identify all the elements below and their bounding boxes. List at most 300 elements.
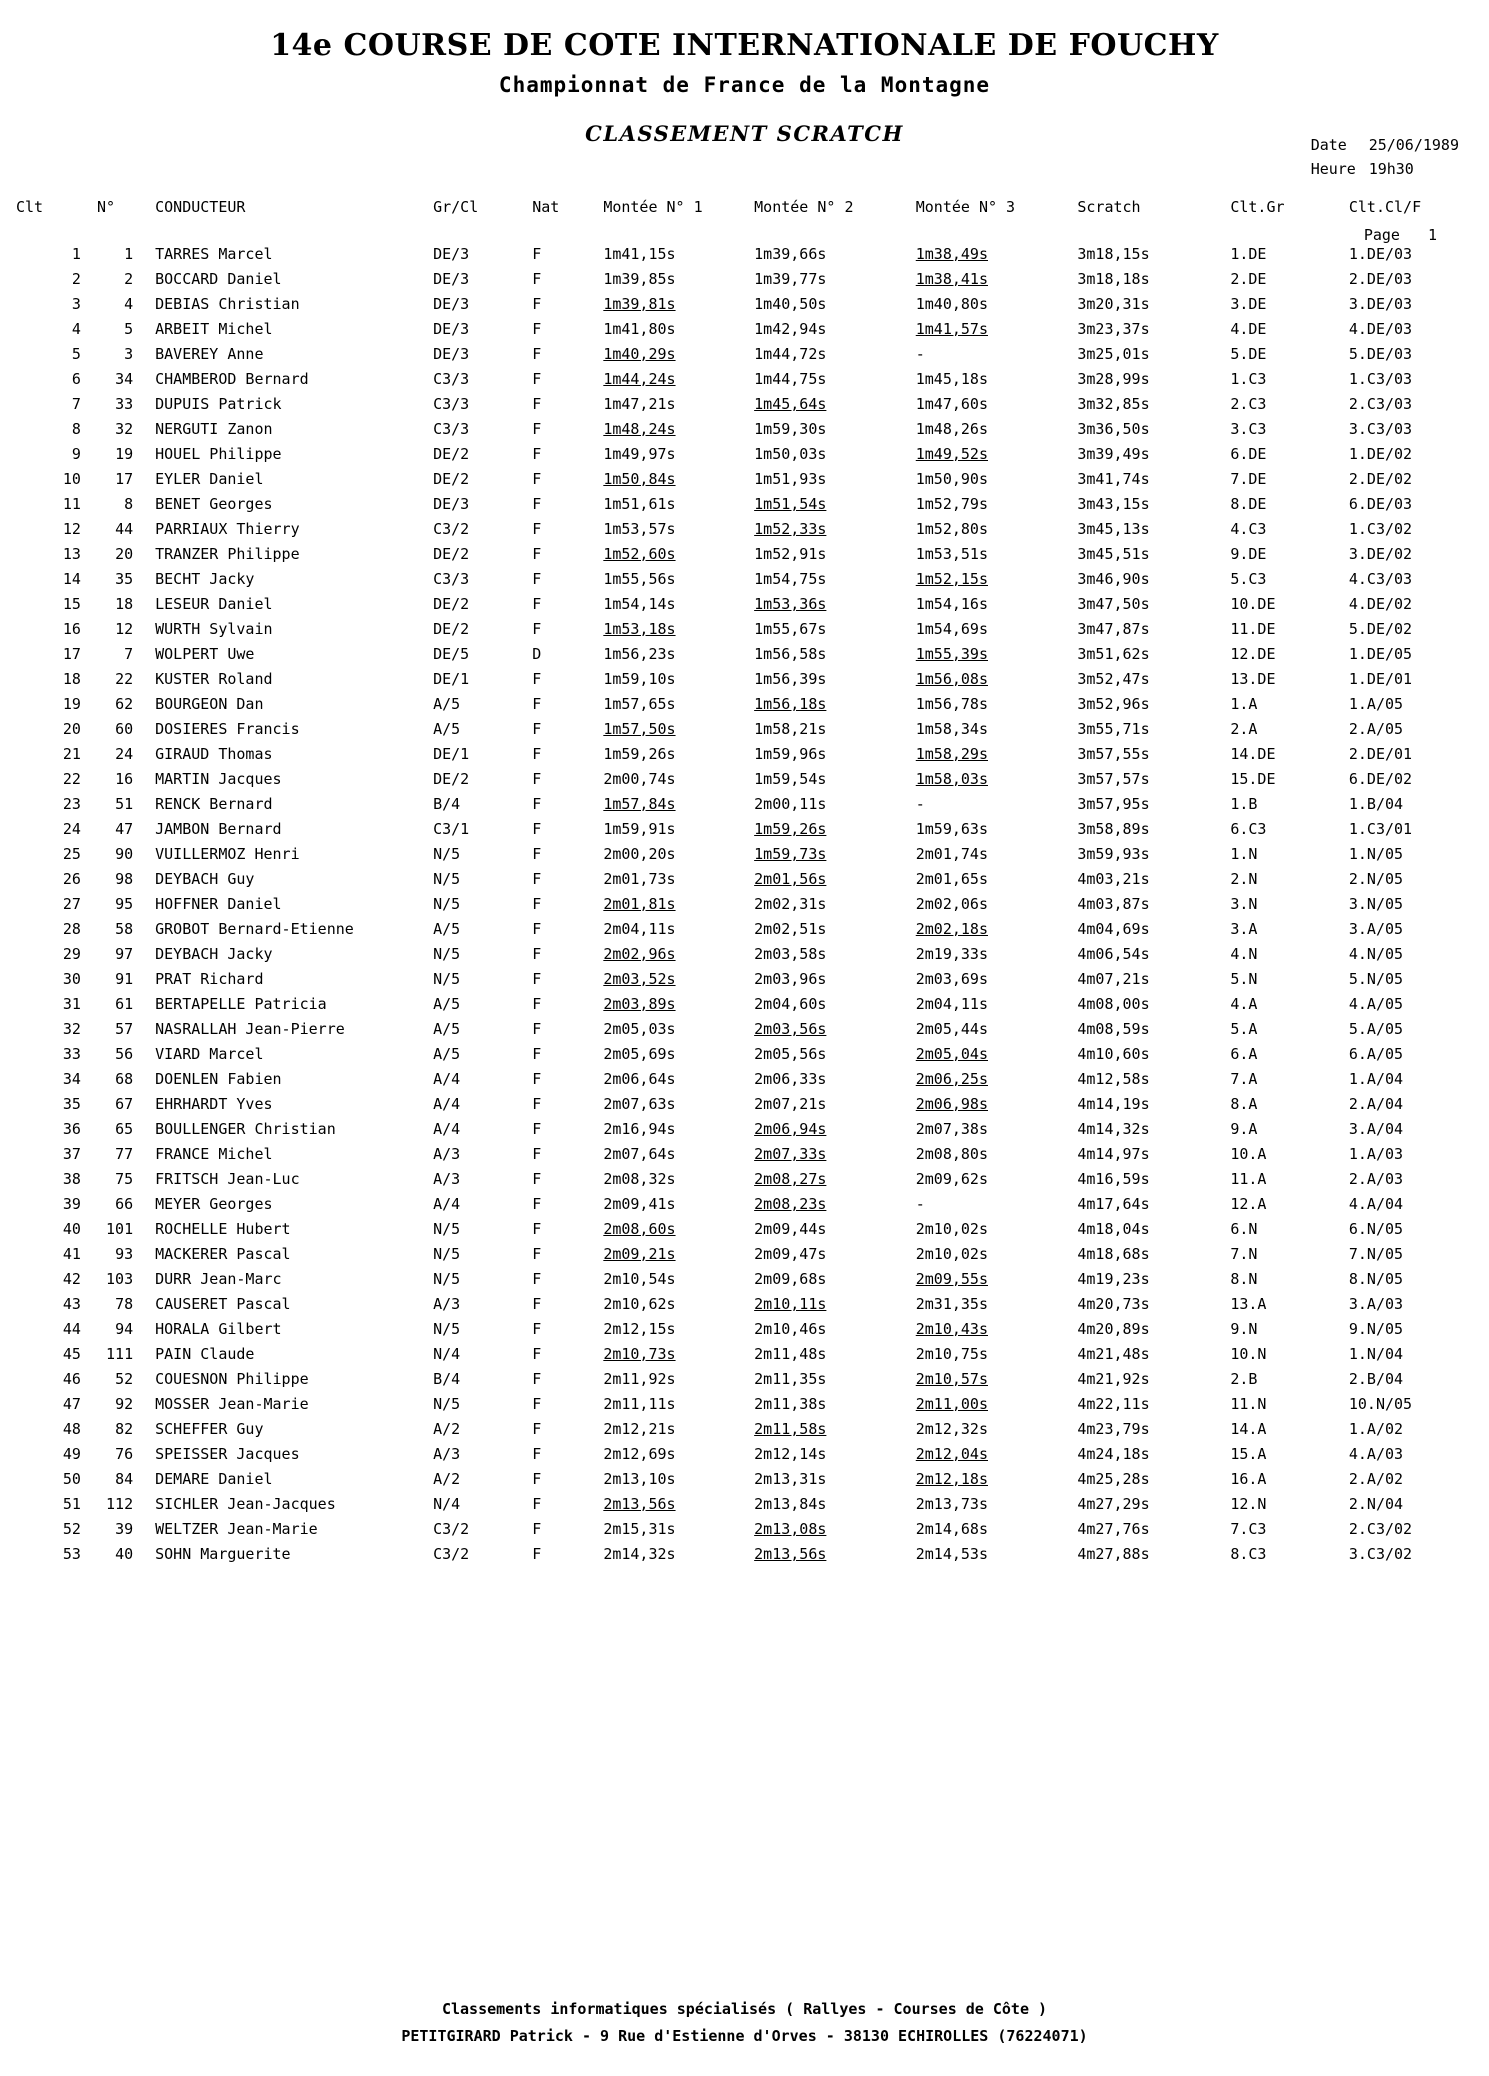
cell-montee-3: 2m14,53s — [915, 1545, 988, 1563]
cell-clt-cl-f: 5.DE/03 — [1348, 345, 1413, 363]
cell-grcl: C3/3 — [433, 395, 470, 413]
cell-clt-cl-f: 2.DE/01 — [1348, 745, 1413, 763]
cell-clt: 19 — [62, 695, 81, 713]
cell-clt: 44 — [62, 1320, 81, 1338]
cell-nat: F — [532, 320, 542, 338]
cell-clt-cl-f: 1.A/02 — [1348, 1420, 1404, 1438]
cell-conducteur: TRANZER Philippe — [155, 545, 300, 563]
cell-nat: F — [532, 1195, 542, 1213]
cell-clt: 15 — [62, 595, 81, 613]
cell-scratch: 3m52,47s — [1077, 670, 1150, 688]
cell-nat: F — [532, 345, 542, 363]
cell-conducteur: NASRALLAH Jean-Pierre — [155, 1020, 345, 1038]
cell-nat: F — [532, 1120, 542, 1138]
cell-montee-3 — [916, 1092, 1078, 1117]
cell-scratch: 3m39,49s — [1077, 445, 1150, 463]
cell-montee-3 — [916, 242, 1078, 267]
cell-grcl: DE/3 — [433, 345, 470, 363]
cell-montee-2: 2m03,58s — [754, 945, 827, 963]
cell-montee-2: 1m55,67s — [754, 620, 827, 638]
cell-clt: 13 — [62, 545, 81, 563]
cell-number: 62 — [115, 695, 134, 713]
cell-montee-2 — [754, 492, 916, 517]
cell-clt: 9 — [71, 445, 81, 463]
cell-number: 98 — [115, 870, 134, 888]
cell-number: 20 — [115, 545, 134, 563]
page-title: 14e COURSE DE COTE INTERNATIONALE DE FOUCHY — [270, 28, 1219, 63]
cell-grcl: A/2 — [433, 1470, 461, 1488]
cell-scratch: 4m03,87s — [1077, 895, 1150, 913]
cell-number: 76 — [115, 1445, 134, 1463]
cell-scratch: 4m14,32s — [1077, 1120, 1150, 1138]
cell-grcl: C3/2 — [433, 1520, 470, 1538]
cell-montee-1: 1m54,14s — [603, 595, 676, 613]
cell-number: 57 — [115, 1020, 134, 1038]
cell-number: 52 — [115, 1370, 134, 1388]
cell-scratch: 4m27,29s — [1077, 1495, 1150, 1513]
cell-montee-1: 2m08,32s — [603, 1170, 676, 1188]
cell-nat: F — [532, 1395, 542, 1413]
cell-clt-cl-f: 1.DE/02 — [1348, 445, 1413, 463]
cell-nat: F — [532, 1370, 542, 1388]
cell-nat: F — [532, 470, 542, 488]
cell-clt-cl-f: 4.C3/03 — [1348, 570, 1413, 588]
cell-clt: 3 — [71, 295, 81, 313]
cell-conducteur: BENET Georges — [155, 495, 273, 513]
cell-montee-1 — [603, 342, 754, 367]
cell-montee-1: 2m14,32s — [603, 1545, 676, 1563]
results-table — [0, 198, 1489, 1567]
cell-scratch: 4m14,97s — [1077, 1145, 1150, 1163]
cell-montee-2: 1m54,75s — [754, 570, 827, 588]
cell-scratch: 3m20,31s — [1077, 295, 1150, 313]
best-time: 2m05,04s — [915, 1045, 988, 1063]
cell-clt: 50 — [62, 1470, 81, 1488]
cell-nat: F — [532, 620, 542, 638]
cell-clt: 32 — [62, 1020, 81, 1038]
best-time: 2m10,73s — [603, 1345, 676, 1363]
table-row — [0, 642, 1489, 667]
date-line — [1311, 133, 1459, 157]
cell-montee-3 — [916, 1467, 1078, 1492]
cell-number: 56 — [115, 1045, 134, 1063]
cell-clt: 37 — [62, 1145, 81, 1163]
col-grcl: Gr/Cl — [433, 198, 479, 216]
cell-clt-gr: 15.DE — [1230, 770, 1276, 788]
table-row — [0, 492, 1489, 517]
cell-clt-gr: 5.N — [1230, 970, 1258, 988]
cell-montee-2 — [754, 1192, 916, 1217]
cell-grcl: N/5 — [433, 1395, 461, 1413]
cell-montee-1: 2m00,74s — [603, 770, 676, 788]
cell-clt: 30 — [62, 970, 81, 988]
cell-clt-gr: 1.N — [1230, 845, 1258, 863]
cell-conducteur: TARRES Marcel — [155, 245, 273, 263]
cell-montee-3 — [916, 667, 1078, 692]
cell-montee-3: 1m48,26s — [915, 420, 988, 438]
heure-line — [1311, 157, 1459, 181]
best-time: 2m03,89s — [603, 995, 676, 1013]
cell-clt: 21 — [62, 745, 81, 763]
cell-montee-3: 1m53,51s — [915, 545, 988, 563]
best-time: 2m12,04s — [915, 1445, 988, 1463]
cell-clt: 41 — [62, 1245, 81, 1263]
cell-scratch: 3m46,90s — [1077, 570, 1150, 588]
cell-nat: D — [532, 645, 542, 663]
cell-montee-3 — [916, 1317, 1078, 1342]
footer-line-2: PETITGIRARD Patrick - 9 Rue d'Estienne d'Orves - 38130 ECHIROLLES (76224071) — [401, 2027, 1088, 2045]
cell-grcl: A/4 — [433, 1095, 461, 1113]
table-row — [0, 1167, 1489, 1192]
cell-clt: 17 — [62, 645, 81, 663]
cell-clt-gr: 5.A — [1230, 1020, 1258, 1038]
cell-clt: 2 — [71, 270, 81, 288]
cell-number: 93 — [115, 1245, 134, 1263]
cell-clt-gr: 2.DE — [1230, 270, 1267, 288]
cell-nat: F — [532, 1420, 542, 1438]
best-time: 1m52,33s — [754, 520, 827, 538]
cell-grcl: B/4 — [433, 1370, 461, 1388]
cell-number: 2 — [124, 270, 134, 288]
cell-grcl: N/5 — [433, 1220, 461, 1238]
cell-clt-gr: 14.DE — [1230, 745, 1276, 763]
cell-grcl: C3/3 — [433, 420, 470, 438]
cell-montee-3: 1m59,63s — [915, 820, 988, 838]
cell-montee-3: 2m02,06s — [915, 895, 988, 913]
cell-conducteur: RENCK Bernard — [155, 795, 273, 813]
cell-clt-gr: 3.C3 — [1230, 420, 1267, 438]
cell-scratch: 4m20,73s — [1077, 1295, 1150, 1313]
cell-clt: 47 — [62, 1395, 81, 1413]
cell-clt-cl-f: 3.N/05 — [1348, 895, 1404, 913]
cell-clt: 46 — [62, 1370, 81, 1388]
cell-grcl: DE/3 — [433, 270, 470, 288]
table-row — [0, 892, 1489, 917]
cell-number: 51 — [115, 795, 134, 813]
cell-montee-1: 2m01,73s — [603, 870, 676, 888]
col-montee-3: Montée N° 3 — [915, 198, 1016, 216]
cell-clt-gr: 7.N — [1230, 1245, 1258, 1263]
cell-number: 4 — [124, 295, 134, 313]
cell-conducteur: GROBOT Bernard-Etienne — [155, 920, 354, 938]
cell-montee-3: 1m52,79s — [915, 495, 988, 513]
cell-scratch: 4m12,58s — [1077, 1070, 1150, 1088]
cell-montee-3: 1m56,78s — [915, 695, 988, 713]
cell-scratch: 4m21,48s — [1077, 1345, 1150, 1363]
table-row — [0, 992, 1489, 1017]
table-row — [0, 592, 1489, 617]
cell-clt: 38 — [62, 1170, 81, 1188]
cell-clt: 10 — [62, 470, 81, 488]
cell-clt: 45 — [62, 1345, 81, 1363]
cell-clt-cl-f: 2.C3/03 — [1348, 395, 1413, 413]
cell-conducteur: PRAT Richard — [155, 970, 264, 988]
cell-clt-cl-f: 1.A/03 — [1348, 1145, 1404, 1163]
col-clt-cl-f: Clt.Cl/F — [1348, 198, 1422, 216]
cell-number: 97 — [115, 945, 134, 963]
cell-grcl: B/4 — [433, 795, 461, 813]
cell-clt-cl-f: 2.A/05 — [1348, 720, 1404, 738]
cell-clt: 39 — [62, 1195, 81, 1213]
cell-clt-cl-f: 1.A/05 — [1348, 695, 1404, 713]
cell-grcl: N/5 — [433, 845, 461, 863]
cell-nat: F — [532, 945, 542, 963]
cell-montee-3: 2m31,35s — [915, 1295, 988, 1313]
cell-scratch: 3m57,57s — [1077, 770, 1150, 788]
col-scratch: Scratch — [1077, 198, 1141, 216]
cell-grcl: C3/1 — [433, 820, 470, 838]
cell-montee-1: 1m49,97s — [603, 445, 676, 463]
cell-montee-1 — [603, 892, 754, 917]
cell-clt-cl-f: 2.C3/02 — [1348, 1520, 1413, 1538]
cell-montee-2: 1m39,77s — [754, 270, 827, 288]
cell-clt: 27 — [62, 895, 81, 913]
cell-scratch: 3m55,71s — [1077, 720, 1150, 738]
cell-clt-cl-f: 3.A/05 — [1348, 920, 1404, 938]
cell-scratch: 3m51,62s — [1077, 645, 1150, 663]
cell-conducteur: WURTH Sylvain — [155, 620, 273, 638]
cell-montee-3 — [916, 917, 1078, 942]
cell-montee-3: 1m54,69s — [915, 620, 988, 638]
cell-nat: F — [532, 1520, 542, 1538]
cell-clt: 28 — [62, 920, 81, 938]
cell-montee-2: 2m05,56s — [754, 1045, 827, 1063]
cell-scratch: 4m17,64s — [1077, 1195, 1150, 1213]
cell-clt-cl-f: 1.N/05 — [1348, 845, 1404, 863]
cell-montee-3: 2m12,32s — [915, 1420, 988, 1438]
cell-montee-2: 2m09,44s — [754, 1220, 827, 1238]
cell-montee-1: 2m10,62s — [603, 1295, 676, 1313]
cell-scratch: 4m08,59s — [1077, 1020, 1150, 1038]
cell-nat: F — [532, 745, 542, 763]
cell-montee-2: 2m07,21s — [754, 1095, 827, 1113]
cell-clt-cl-f: 9.N/05 — [1348, 1320, 1404, 1338]
cell-conducteur: NERGUTI Zanon — [155, 420, 273, 438]
cell-montee-2 — [754, 817, 916, 842]
cell-clt-cl-f: 3.A/04 — [1348, 1120, 1404, 1138]
cell-clt: 18 — [62, 670, 81, 688]
cell-number: 84 — [115, 1470, 134, 1488]
cell-number: 44 — [115, 520, 134, 538]
cell-scratch: 3m28,99s — [1077, 370, 1150, 388]
cell-clt-cl-f: 4.N/05 — [1348, 945, 1404, 963]
best-time: 2m09,21s — [603, 1245, 676, 1263]
cell-montee-2: 2m02,51s — [754, 920, 827, 938]
cell-nat: F — [532, 570, 542, 588]
cell-conducteur: SPEISSER Jacques — [155, 1445, 300, 1463]
cell-nat: F — [532, 1220, 542, 1238]
cell-montee-1: 2m05,03s — [603, 1020, 676, 1038]
cell-montee-1 — [603, 1242, 754, 1267]
table-row — [0, 467, 1489, 492]
cell-montee-2: 1m50,03s — [754, 445, 827, 463]
cell-number: 101 — [106, 1220, 134, 1238]
cell-clt: 29 — [62, 945, 81, 963]
table-row — [0, 617, 1489, 642]
cell-conducteur: WELTZER Jean-Marie — [155, 1520, 318, 1538]
cell-montee-3: 2m03,69s — [915, 970, 988, 988]
cell-montee-2 — [754, 1417, 916, 1442]
cell-clt-cl-f: 4.A/04 — [1348, 1195, 1404, 1213]
cell-montee-2: 2m02,31s — [754, 895, 827, 913]
best-time: 1m55,39s — [915, 645, 988, 663]
cell-montee-1: 2m09,41s — [603, 1195, 676, 1213]
cell-scratch: 3m32,85s — [1077, 395, 1150, 413]
cell-montee-3: - — [915, 345, 925, 363]
table-row — [0, 392, 1489, 417]
cell-clt-gr: 6.A — [1230, 1045, 1258, 1063]
best-time: 2m08,23s — [754, 1195, 827, 1213]
table-row — [0, 1342, 1489, 1367]
best-time: 2m07,33s — [754, 1145, 827, 1163]
cell-number: 61 — [115, 995, 134, 1013]
cell-montee-1: 2m15,31s — [603, 1520, 676, 1538]
cell-nat: F — [532, 1020, 542, 1038]
cell-clt-gr: 6.C3 — [1230, 820, 1267, 838]
best-time: 1m48,24s — [603, 420, 676, 438]
cell-clt-cl-f: 1.DE/03 — [1348, 245, 1413, 263]
cell-conducteur: BOURGEON Dan — [155, 695, 264, 713]
cell-clt: 53 — [62, 1545, 81, 1563]
cell-montee-3 — [916, 1067, 1078, 1092]
cell-montee-1: 1m55,56s — [603, 570, 676, 588]
cell-clt-cl-f: 2.A/02 — [1348, 1470, 1404, 1488]
cell-montee-3 — [916, 1392, 1078, 1417]
cell-grcl: DE/2 — [433, 595, 470, 613]
cell-clt-gr: 12.DE — [1230, 645, 1276, 663]
cell-montee-2 — [754, 692, 916, 717]
cell-nat: F — [532, 445, 542, 463]
cell-montee-3: 2m09,62s — [915, 1170, 988, 1188]
best-time: 2m01,81s — [603, 895, 676, 913]
cell-grcl: A/5 — [433, 995, 461, 1013]
cell-grcl: C3/2 — [433, 1545, 470, 1563]
cell-conducteur: DOSIERES Francis — [155, 720, 300, 738]
cell-scratch: 4m03,21s — [1077, 870, 1150, 888]
table-row — [0, 567, 1489, 592]
cell-clt: 48 — [62, 1420, 81, 1438]
cell-clt-gr: 2.A — [1230, 720, 1258, 738]
cell-number: 1 — [124, 245, 134, 263]
cell-montee-3: 2m10,02s — [915, 1245, 988, 1263]
cell-clt: 34 — [62, 1070, 81, 1088]
cell-clt-cl-f: 2.A/03 — [1348, 1170, 1404, 1188]
cell-nat: F — [532, 1270, 542, 1288]
cell-clt-cl-f: 1.DE/01 — [1348, 670, 1413, 688]
best-time: 1m38,49s — [915, 245, 988, 263]
cell-nat: F — [532, 295, 542, 313]
cell-conducteur: PARRIAUX Thierry — [155, 520, 300, 538]
cell-grcl: N/5 — [433, 1320, 461, 1338]
cell-clt-cl-f: 3.C3/02 — [1348, 1545, 1413, 1563]
cell-montee-1 — [603, 542, 754, 567]
cell-clt-cl-f: 1.C3/03 — [1348, 370, 1413, 388]
cell-clt-gr: 1.DE — [1230, 245, 1267, 263]
cell-montee-2 — [754, 842, 916, 867]
cell-clt-gr: 4.C3 — [1230, 520, 1267, 538]
cell-nat: F — [532, 1295, 542, 1313]
cell-number: 34 — [115, 370, 134, 388]
cell-montee-1: 2m07,63s — [603, 1095, 676, 1113]
cell-scratch: 3m57,55s — [1077, 745, 1150, 763]
cell-clt: 14 — [62, 570, 81, 588]
cell-montee-3: 1m40,80s — [915, 295, 988, 313]
cell-scratch: 4m14,19s — [1077, 1095, 1150, 1113]
cell-clt-cl-f: 10.N/05 — [1348, 1395, 1413, 1413]
table-row — [0, 442, 1489, 467]
cell-clt-cl-f: 6.A/05 — [1348, 1045, 1404, 1063]
cell-grcl: A/3 — [433, 1445, 461, 1463]
cell-montee-3: 2m05,44s — [915, 1020, 988, 1038]
cell-montee-1 — [603, 367, 754, 392]
cell-montee-2: 2m11,38s — [754, 1395, 827, 1413]
cell-clt-cl-f: 1.N/04 — [1348, 1345, 1404, 1363]
cell-clt-cl-f: 5.N/05 — [1348, 970, 1404, 988]
cell-montee-1 — [603, 617, 754, 642]
best-time: 1m59,73s — [754, 845, 827, 863]
cell-montee-1: 1m39,85s — [603, 270, 676, 288]
cell-montee-2: 2m09,47s — [754, 1245, 827, 1263]
table-row — [0, 1117, 1489, 1142]
cell-clt-gr: 6.DE — [1230, 445, 1267, 463]
page-number-line — [1364, 226, 1437, 244]
cell-grcl: C3/3 — [433, 570, 470, 588]
table-row — [0, 1317, 1489, 1342]
cell-scratch: 3m59,93s — [1077, 845, 1150, 863]
cell-scratch: 4m20,89s — [1077, 1320, 1150, 1338]
cell-conducteur: WOLPERT Uwe — [155, 645, 255, 663]
best-time: 1m57,50s — [603, 720, 676, 738]
cell-nat: F — [532, 245, 542, 263]
page-footer — [0, 1996, 1489, 2050]
cell-clt-cl-f: 8.N/05 — [1348, 1270, 1404, 1288]
cell-clt: 31 — [62, 995, 81, 1013]
cell-clt-gr: 11.DE — [1230, 620, 1276, 638]
cell-montee-2 — [754, 1167, 916, 1192]
cell-clt-gr: 12.N — [1230, 1495, 1267, 1513]
cell-clt-gr: 1.A — [1230, 695, 1258, 713]
date-value: 25/06/1989 — [1368, 136, 1459, 154]
cell-clt-cl-f: 1.DE/05 — [1348, 645, 1413, 663]
cell-conducteur: DEMARE Daniel — [155, 1470, 273, 1488]
cell-number: 17 — [115, 470, 134, 488]
cell-clt-gr: 2.B — [1230, 1370, 1258, 1388]
cell-grcl: DE/1 — [433, 745, 470, 763]
cell-montee-2 — [754, 867, 916, 892]
cell-scratch: 3m45,51s — [1077, 545, 1150, 563]
cell-clt-gr: 7.DE — [1230, 470, 1267, 488]
cell-scratch: 4m27,76s — [1077, 1520, 1150, 1538]
cell-clt: 20 — [62, 720, 81, 738]
cell-clt-cl-f: 3.A/03 — [1348, 1295, 1404, 1313]
cell-conducteur: MOSSER Jean-Marie — [155, 1395, 309, 1413]
cell-conducteur: SCHEFFER Guy — [155, 1420, 264, 1438]
cell-scratch: 4m16,59s — [1077, 1170, 1150, 1188]
cell-montee-2: 1m44,72s — [754, 345, 827, 363]
best-time: 2m13,08s — [754, 1520, 827, 1538]
best-time: 2m06,98s — [915, 1095, 988, 1113]
best-time: 2m03,56s — [754, 1020, 827, 1038]
best-time: 2m03,52s — [603, 970, 676, 988]
cell-scratch: 3m41,74s — [1077, 470, 1150, 488]
table-row — [0, 1417, 1489, 1442]
cell-nat: F — [532, 270, 542, 288]
cell-montee-1: 1m47,21s — [603, 395, 676, 413]
cell-scratch: 4m25,28s — [1077, 1470, 1150, 1488]
cell-clt-cl-f: 6.DE/03 — [1348, 495, 1413, 513]
best-time: 2m01,56s — [754, 870, 827, 888]
cell-grcl: N/5 — [433, 970, 461, 988]
